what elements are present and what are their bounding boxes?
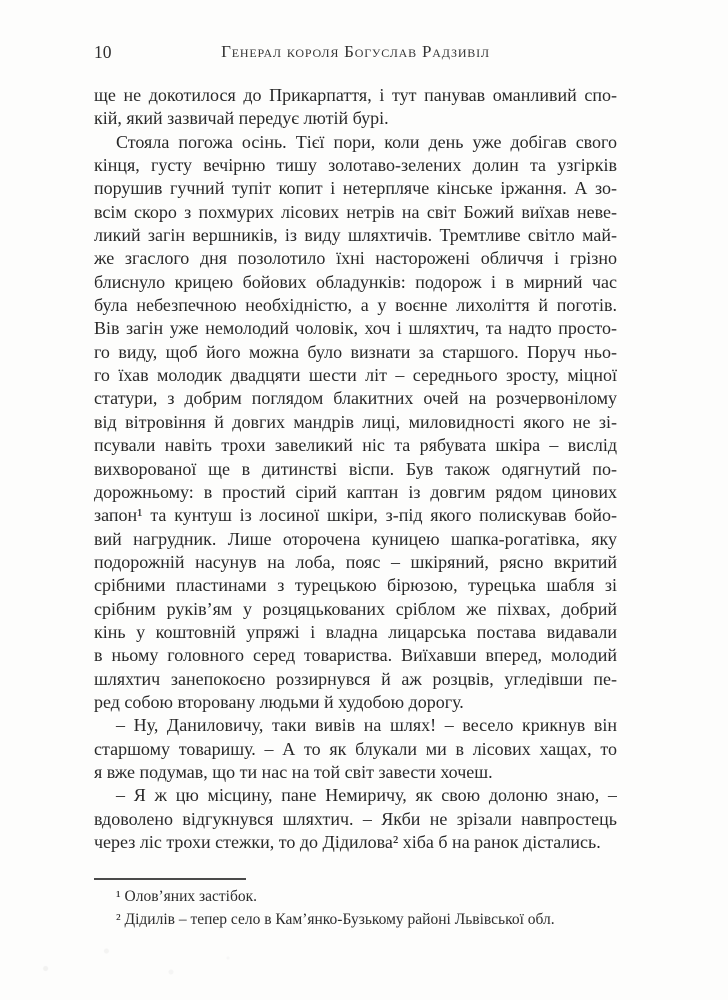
- text-line: ще не докотилося до Прикарпаття, і тут панував оманливий спо-: [94, 85, 617, 105]
- page-body: [94, 84, 617, 854]
- text-line: статури, з добрим поглядом блакитних очей на розчервонілому: [94, 388, 617, 409]
- text-line: срібним руків’ям у розцяцькованих сріблом же піхвах, добрий: [94, 598, 617, 619]
- text-line: була небезпечною необхідністю, а у воєнне лихоліття й поготів.: [94, 295, 617, 316]
- text-line: кій, який зазвичай передує лютій бурі.: [94, 108, 389, 129]
- text-line: – Ну, Даниловичу, таки вивів на шлях! – весело крикнув він: [116, 715, 617, 736]
- text-line: всім скоро з похмурих лісових нетрів на світ Божий виїхав неве-: [94, 201, 617, 222]
- text-line: вихворованої ще в дитинстві віспи. Був також одягнутий по-: [94, 458, 617, 479]
- text-line: срібними пластинами з турецькою бірюзою, турецька шабля зі: [94, 575, 617, 596]
- paragraph: [94, 131, 617, 715]
- footnote-item: ² Дідилів – тепер село в Кам’янко-Бузькому районі Львівської обл.: [116, 911, 555, 928]
- text-line: вдоволено відгукнувся шляхтич. – Якби не зрізали навпростець: [94, 808, 617, 829]
- text-line: го виду, щоб його можна було визнати за старшого. Поруч ньо-: [94, 341, 617, 362]
- footnote-separator-rule: [94, 878, 246, 880]
- scan-noise: [0, 930, 380, 1000]
- text-line: старшому товаришу. – А то як блукали ми в лісових хащах, то: [94, 738, 617, 759]
- text-line: дорожньому: в простий сірий каптан із довгим рядом цинових: [94, 481, 617, 502]
- text-line: Стояла погожа осінь. Тієї пори, коли день уже добігав свого: [116, 131, 617, 152]
- page-number: 10: [94, 42, 112, 62]
- paragraph: [94, 84, 617, 131]
- text-line: шляхтич занепокоєно роззирнувся й аж розцвів, угледівши пе-: [94, 668, 617, 689]
- text-line: – Я ж цю місцину, пане Немиричу, як свою долоню знаю, –: [116, 785, 617, 806]
- text-line: через ліс трохи стежки, то до Дідилова² хіба б на ранок дістались.: [94, 832, 601, 852]
- text-line: Вів загін уже немолодий чоловік, хоч і шляхтич, та надто просто-: [94, 318, 617, 339]
- text-line: ред собою второвану людьми й худобою дорогу.: [94, 691, 464, 712]
- footnotes-list: [94, 885, 617, 931]
- text-line: го їхав молодик двадцяти шести літ – середнього зросту, міцної: [94, 365, 617, 386]
- paragraph: [94, 714, 617, 784]
- text-line: в ньому головного серед товариства. Виїхавши вперед, молодий: [94, 645, 617, 666]
- footnote-item: ¹ Олов’яних застібок.: [116, 888, 258, 905]
- text-line: подорожній насунув на лоба, пояс – шкіряний, рясно вкритий: [94, 551, 617, 572]
- text-line: ликий загін вершників, із виду шляхтичів. Тремтливе світло май-: [94, 225, 617, 246]
- text-line: блиснуло крицею бойових обладунків: подорож і в мирний час: [94, 271, 617, 292]
- text-line: від вітровіння й довгих мандрів лиці, миловидності якого не зі-: [94, 411, 617, 432]
- text-line: псували навіть трохи завеликий ніс та рябувата шкіра – вислід: [94, 435, 617, 456]
- text-line: я вже подумав, що ти нас на той світ завести хочеш.: [94, 761, 493, 782]
- text-line: кінця, густу вечірню тишу золотаво-зелених долин та узгірків: [94, 155, 617, 176]
- text-line: кінь у коштовній упряжі і владна лицарська постава видавали: [94, 621, 617, 642]
- text-line: запон¹ та кунтуш із лосиної шкіри, з-під якого полискував бойо-: [94, 505, 617, 526]
- running-title: Генерал короля Богуслав Радзивіл: [221, 42, 490, 61]
- text-line: порушив гучний тупіт копит і нетерпляче кінське іржання. А зо-: [94, 178, 617, 199]
- page-header: [94, 43, 617, 63]
- text-line: вий нагрудник. Лише оторочена куницею шапка-рогатівка, яку: [94, 528, 617, 549]
- paragraph: [94, 784, 617, 854]
- text-line: же згаслого дня позолотило їхні насторожені обличчя і грізно: [94, 248, 617, 269]
